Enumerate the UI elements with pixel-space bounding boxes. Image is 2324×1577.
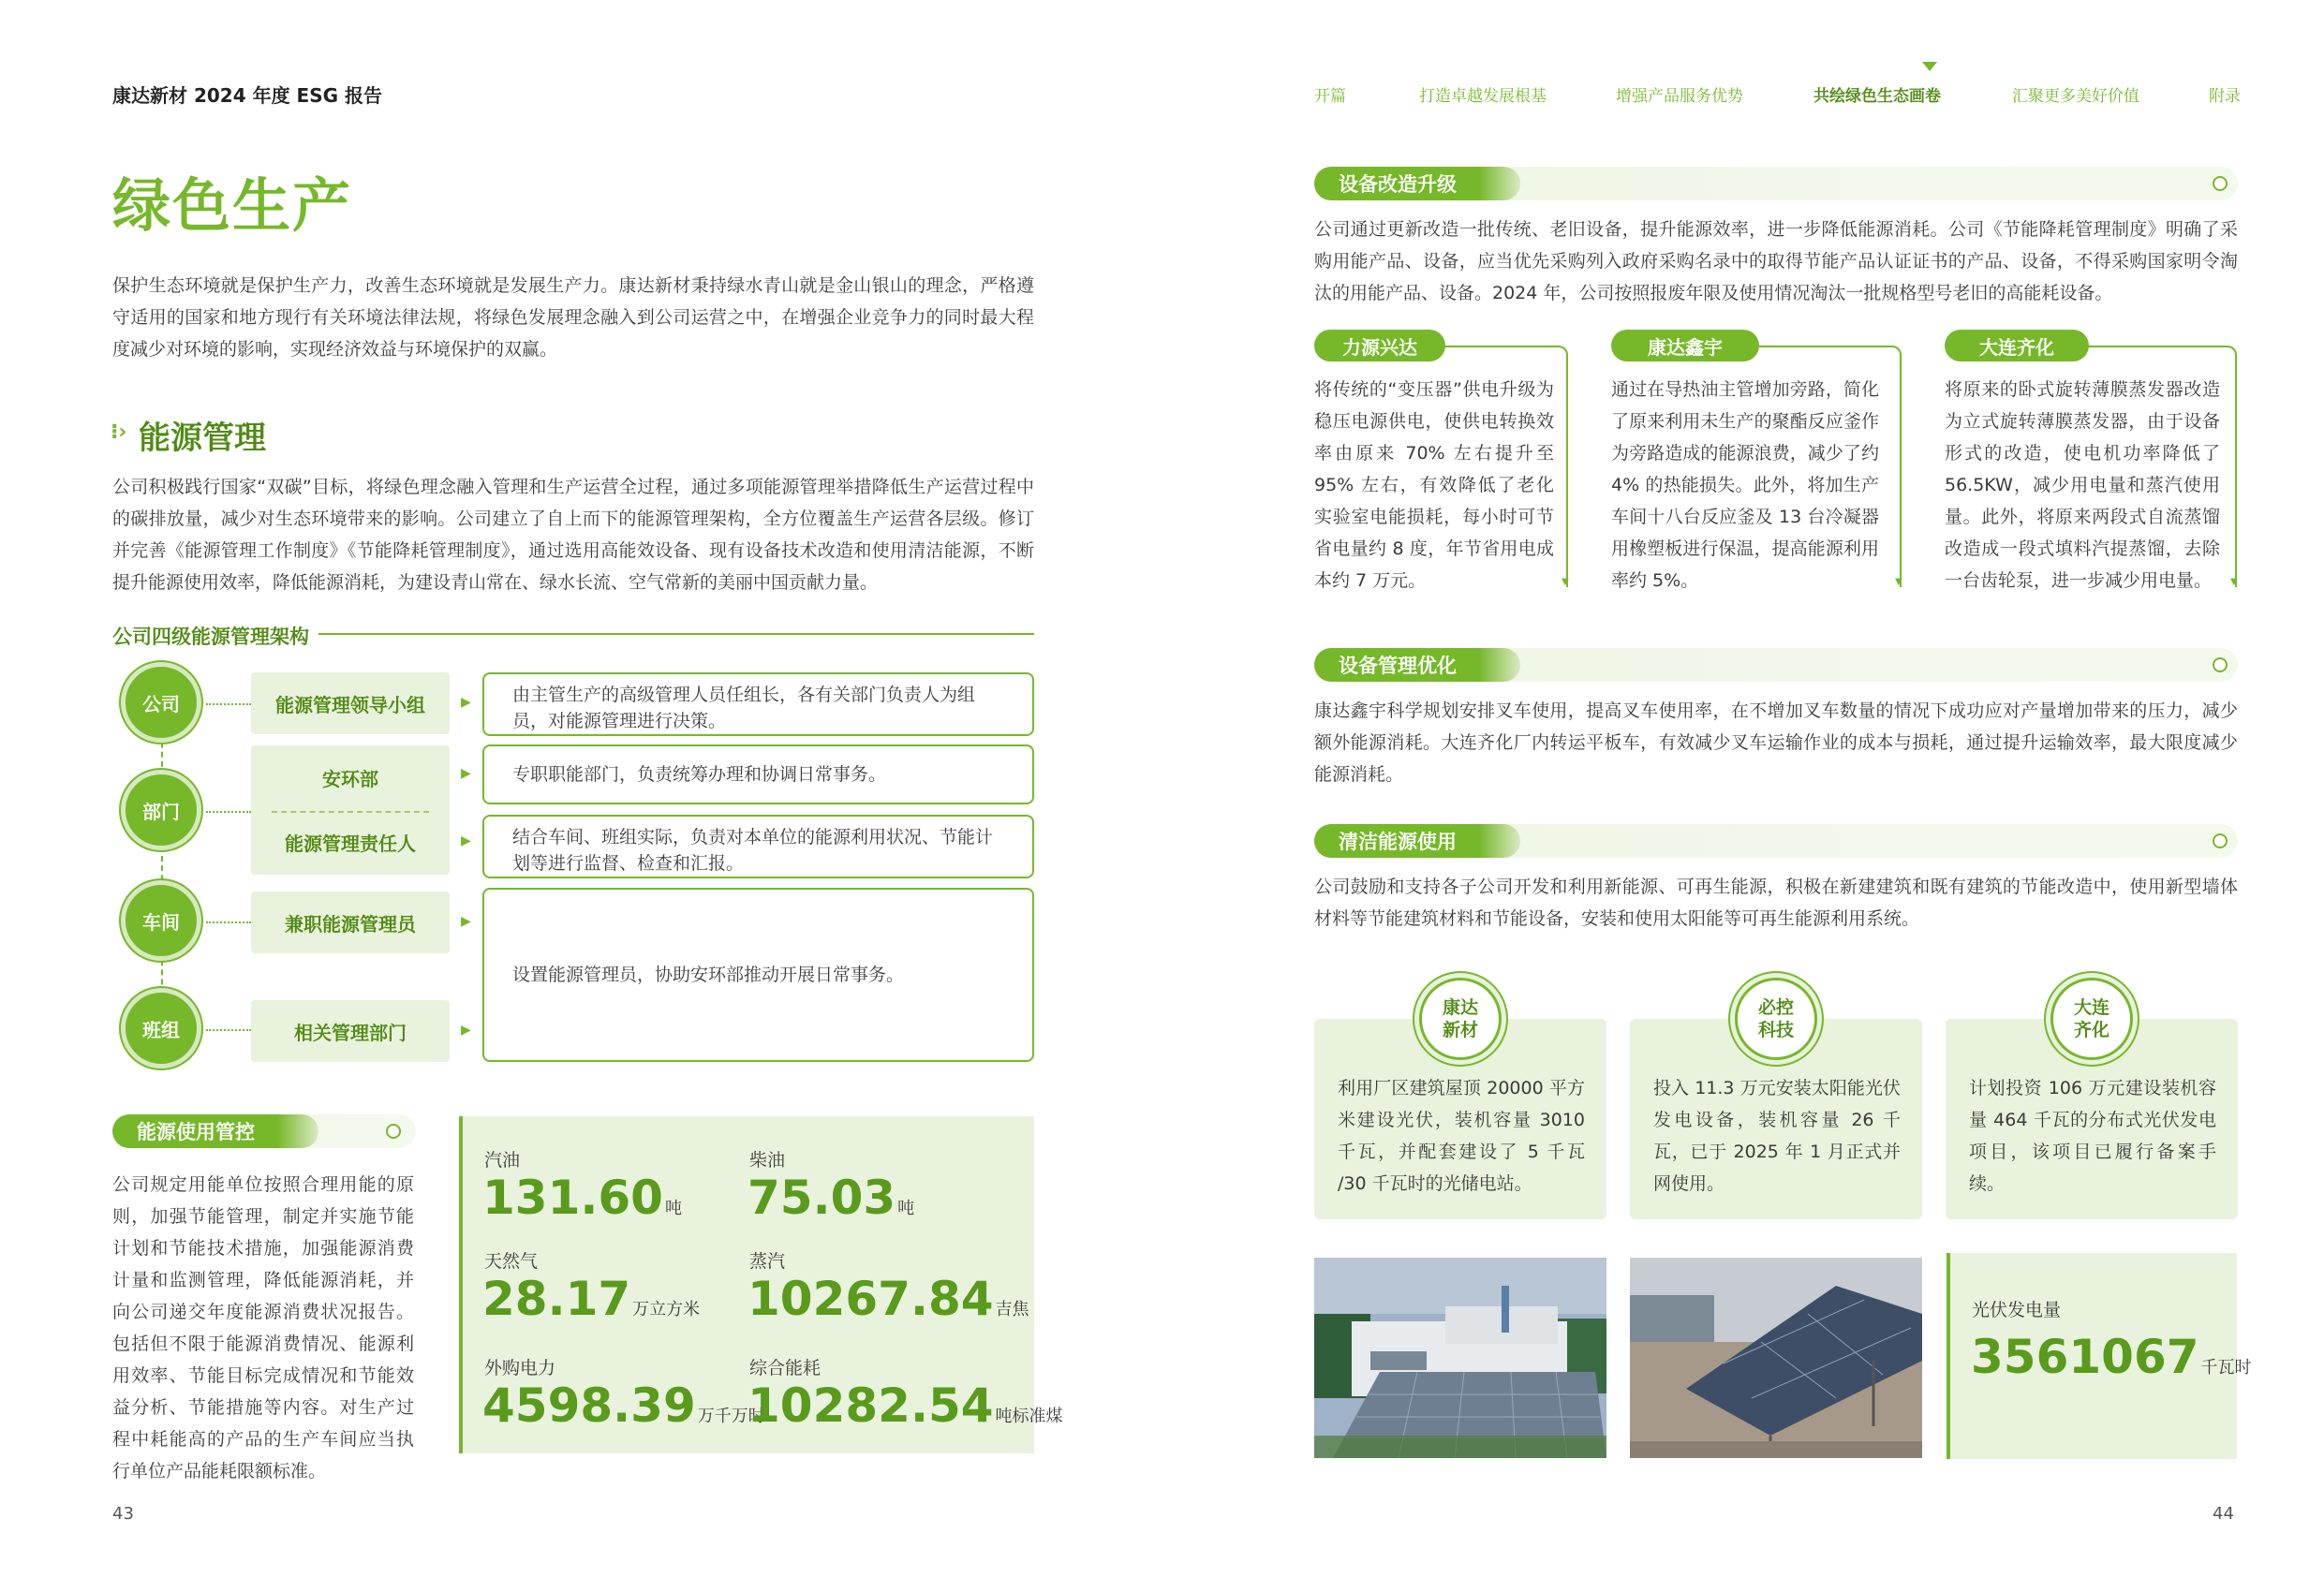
stat-label-electricity: 外购电力 [484,1358,556,1378]
stat-value: 75.03 [748,1171,896,1225]
case2-text: 通过在导热油主管增加旁路，简化了原来利用未生产的聚酯反应釜作为旁路造成的能源浪费，减少了约 4% 的热能损失。此外，将加生产车间十八台反应釜及 13 台冷凝器用橡塑板进行保温，提高能源利用率约 5%。 [1611,379,1879,591]
level-workshop: 车间 [121,880,201,961]
connector [206,703,251,705]
circle-dot-icon [386,1124,401,1139]
bracket-end-icon: ▼ [1895,577,1902,587]
nav-appendix[interactable]: 附录 [2209,87,2241,106]
connector [206,811,251,813]
s2-paragraph: 康达鑫宇科学规划安排叉车使用，提高叉车使用率，在不增加叉车数量的情况下成功应对产量增加带来的压力，减少额外能源消耗。大连齐化厂内转运平板车，有效减少叉车运输作业的成本与损耗，通过提升运输效率，最大限度减少能源消耗。 [1314,700,2238,785]
s1-paragraph: 公司通过更新改造一批传统、老旧设备，提升能源效率，进一步降低能源消耗。公司《节能降耗管理制度》明确了采购用能产品、设备，应当优先采购列入政府采购名录中的取得节能产品认证证书的产品、设备，不得采购国家明令淘汰的用能产品、设备。2024 年，公司按照报废年限及使用情况淘汰一批规格型号老旧的高能耗设备。 [1314,219,2238,303]
nav-product-service[interactable]: 增强产品服务优势 [1616,87,1743,106]
stat-unit: 吨 [664,1199,682,1218]
page-number-right: 44 [2213,1504,2234,1524]
case3-text: 将原来的卧式旋转薄膜蒸发器改造为立式旋转薄膜蒸发器，由于设备形式的改造，使电机功率降低了 56.5KW，减少用电量和蒸汽使用量。此外，将原来两段式自流蒸馏改造成一段式填料汽提蒸馏，去除一台齿轮泵，进一步减少用电量。 [1945,379,2220,591]
badge-bikong: 必控 科技 [1735,978,1817,1060]
rooftop-solar-photo [1314,1258,1606,1458]
stat-unit: 吨 [897,1199,915,1218]
desc-safety-dept: 专职职能部门，负责统筹办理和协调日常事务。 [482,744,1034,804]
stat-label-natural-gas: 天然气 [484,1251,539,1272]
nav-value[interactable]: 汇聚更多美好价值 [2012,87,2139,106]
bracket-end-icon: ▼ [2230,577,2238,587]
role-safety-dept: 安环部 [322,767,378,790]
stat-natural-gas [482,1272,700,1326]
arrow-right-icon: ▶ [461,1023,471,1038]
s3-paragraph: 公司鼓励和支持各子公司开发和利用新能源、可再生能源，积极在新建建筑和既有建筑的节能改造中，使用新型墙体材料等节能建筑材料和节能设备，安装和使用太阳能等可再生能源利用系统。 [1314,877,2238,929]
arrow-right-icon: ▶ [461,695,471,710]
bracket-end-icon: ▼ [1562,577,1569,587]
desc-leading-group: 由主管生产的高级管理人员任组长，各有关部门负责人为组员，对能源管理进行决策。 [482,672,1034,736]
case3-title: 大连齐化 [1945,330,2089,361]
usage-title: 能源使用管控 [112,1114,318,1148]
nav-foundation[interactable]: 打造卓越发展根基 [1419,87,1547,106]
role-leading-group: 能源管理领导小组 [251,672,450,734]
usage-paragraph: 公司规定用能单位按照合理用能的原则，加强节能管理，制定并实施节能计划和节能技术措施，加强能源消费计量和监测管理，降低能源消耗，并向公司递交年度能源消费状况报告。包括但不限于能源消费情况、能源利用效率、节能目标完成情况和节能效益分析、节能措施等内容。对生产过程中耗能高的产品的生产车间应当执行单位产品能耗限额标准。 [112,1174,414,1481]
circle-dot-icon [2213,176,2228,191]
circle-dot-icon [2213,833,2228,848]
energy-card-text-kangda: 利用厂区建筑屋顶 20000 平方米建设光伏，装机容量 3010 千瓦，并配套建设了 5 千瓦 /30 千瓦时的光储电站。 [1338,1078,1585,1194]
level-team: 班组 [121,988,201,1069]
stat-gasoline [482,1171,682,1225]
s2-title: 设备管理优化 [1314,648,1520,682]
arrow-right-icon: ▶ [461,833,471,848]
connector [206,921,251,923]
stat-value: 10267.84 [748,1272,994,1326]
energy-paragraph: 公司积极践行国家“双碳”目标，将绿色理念融入管理和生产运营全过程，通过多项能源管理举措降低生产运营过程中的碳排放量，减少对生态环境带来的影响。公司建立了自上而下的能源管理架构，全方位覆盖生产运营各层级。修订并完善《能源管理工作制度》《节能降耗管理制度》，通过选用高能效设备、现有设备技术改造和使用清洁能源，不断提升能源使用效率，降低能源消耗，为建设青山常在、绿水长流、空气常新的美丽中国贡献力量。 [112,477,1034,593]
case1-text: 将传统的“变压器”供电升级为稳压电源供电，使供电转换效率由原来 70% 左右提升至 95% 左右，有效降低了老化实验室电能损耗，每小时可节省电量约 8 度，年节省用电成本约 7 万元。 [1314,379,1554,591]
stat-value: 10282.54 [748,1378,994,1433]
arrow-right-icon: ▶ [461,914,471,929]
structure-title-rule [318,633,1034,635]
pv-generation [1971,1330,2252,1384]
stat-value: 4598.39 [482,1378,696,1433]
stat-label-total-energy: 综合能耗 [749,1358,822,1378]
energy-card-text-dalian: 计划投资 106 万元建设装机容量 464 千瓦的分布式光伏发电项目，该项目已履行备案手续。 [1969,1078,2216,1194]
section-title-energy: 能源管理 [139,420,266,457]
badge-dalian: 大连 齐化 [2050,978,2133,1060]
intro-paragraph: 保护生态环境就是保护生产力，改善生态环境就是发展生产力。康达新材秉持绿水青山就是金山银山的理念，严格遵守适用的国家和地方现行有关环境法律法规，将绿色发展理念融入到公司运营之中，在增强企业竞争力的同时最大程度减少对环境的影响，实现经济效益与环境保护的双赢。 [112,275,1034,360]
pv-label: 光伏发电量 [1972,1300,2062,1320]
badge-kangda: 康达 新材 [1419,978,1502,1060]
s3-title: 清洁能源使用 [1314,824,1520,858]
active-nav-marker-icon [1922,62,1937,71]
stat-label-steam: 蒸汽 [749,1251,786,1272]
stat-unit: 万千万时 [697,1407,765,1426]
structure-title: 公司四级能源管理架构 [112,626,309,648]
level-department: 部门 [121,770,201,850]
stat-value: 28.17 [482,1272,631,1326]
energy-card-text-bikong: 投入 11.3 万元安装太阳能光伏发电设备，装机容量 26 千瓦，已于 2025 年 1 月正式并网使用。 [1653,1078,1901,1194]
role-related-depts: 相关管理部门 [251,1000,450,1062]
stat-value: 131.60 [482,1171,663,1225]
case1-title: 力源兴达 [1314,330,1445,361]
level-company: 公司 [121,662,201,743]
nav-opening[interactable]: 开篇 [1314,87,1346,106]
role-energy-responsible: 能源管理责任人 [285,832,416,855]
page-title: 绿色生产 [112,171,353,240]
page-number-left: 43 [112,1504,134,1524]
stat-unit: 吉焦 [995,1300,1029,1319]
connector [206,1029,251,1031]
nav-green-ecology[interactable]: 共绘绿色生态画卷 [1813,87,1941,106]
stat-unit: 吨标准煤 [995,1407,1063,1426]
stat-total-energy [748,1378,1063,1433]
stat-unit: 万立方米 [632,1300,701,1319]
arrow-right-icon: ▶ [461,766,471,781]
section-dots-icon: ⁝› [111,420,127,444]
rooftop-pv-stand-photo [1630,1258,1922,1458]
stat-label-diesel: 柴油 [749,1150,786,1171]
case2-title: 康达鑫宇 [1611,330,1759,361]
stat-electricity [482,1378,765,1433]
circle-dot-icon [2213,657,2228,672]
stat-steam [748,1272,1029,1326]
stat-label-gasoline: 汽油 [484,1150,521,1171]
role-parttime-admin: 兼职能源管理员 [251,892,450,953]
pv-value: 3561067 [1971,1330,2199,1384]
s1-title: 设备改造升级 [1314,167,1520,200]
level-connector [161,695,163,1023]
stat-diesel [748,1171,914,1225]
desc-energy-responsible: 结合车间、班组实际，负责对本单位的能源利用状况、节能计划等进行监督、检查和汇报。 [482,815,1034,878]
report-title: 康达新材 2024 年度 ESG 报告 [112,84,382,107]
pv-unit: 千瓦时 [2200,1358,2252,1378]
desc-energy-admin: 设置能源管理员，协助安环部推动开展日常事务。 [482,888,1034,1062]
